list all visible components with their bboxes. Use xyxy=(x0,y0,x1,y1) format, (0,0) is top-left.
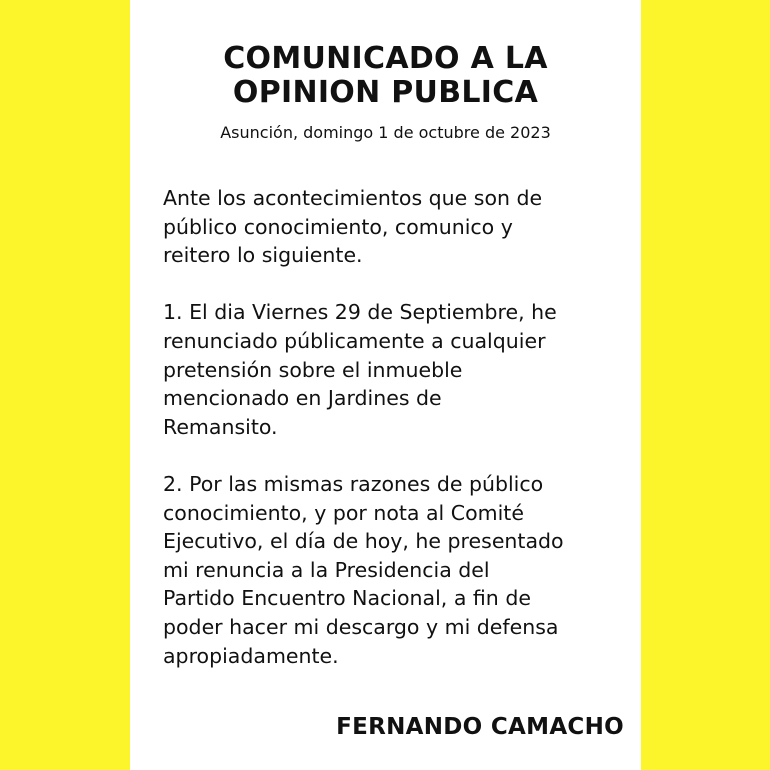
point-2-paragraph xyxy=(163,470,633,670)
text-line: mencionado en Jardines de xyxy=(163,386,442,411)
text-line: 2. Por las mismas razones de público xyxy=(163,471,544,496)
text-line: poder hacer mi descargo y mi defensa xyxy=(163,614,559,639)
signature: FERNANDO CAMACHO xyxy=(336,714,624,740)
text-line: mi renuncia a la Presidencia del xyxy=(163,557,490,582)
text-line: 1. El dia Viernes 29 de Septiembre, he xyxy=(163,300,557,325)
intro-paragraph xyxy=(163,184,633,270)
text-line: pretensión sobre el inmueble xyxy=(163,357,463,382)
date-line: Asunción, domingo 1 de octubre de 2023 xyxy=(220,123,551,142)
point-1-paragraph xyxy=(163,298,633,441)
left-yellow-band xyxy=(0,0,130,770)
text-line: público conocimiento, comunico y xyxy=(163,214,513,239)
title-line-2: OPINION PUBLICA xyxy=(232,75,539,110)
text-line: Ante los acontecimientos que son de xyxy=(163,186,543,210)
text-line: renunciado públicamente a cualquier xyxy=(163,328,546,353)
text-line: Partido Encuentro Nacional, a fin de xyxy=(163,586,531,611)
text-line: apropiadamente. xyxy=(163,643,339,668)
title-line-1: COMUNICADO A LA xyxy=(223,41,548,76)
right-yellow-band xyxy=(641,0,770,770)
text-line: reitero lo siguiente. xyxy=(163,243,363,268)
paragraph-gap xyxy=(163,270,633,299)
text-line: conocimiento, y por nota al Comité xyxy=(163,500,524,525)
text-line: Ejecutivo, el día de hoy, he presentado xyxy=(163,529,564,554)
statement-body xyxy=(163,184,633,670)
paragraph-gap xyxy=(163,441,633,470)
text-line: Remansito. xyxy=(163,414,278,439)
page-title xyxy=(130,42,641,110)
